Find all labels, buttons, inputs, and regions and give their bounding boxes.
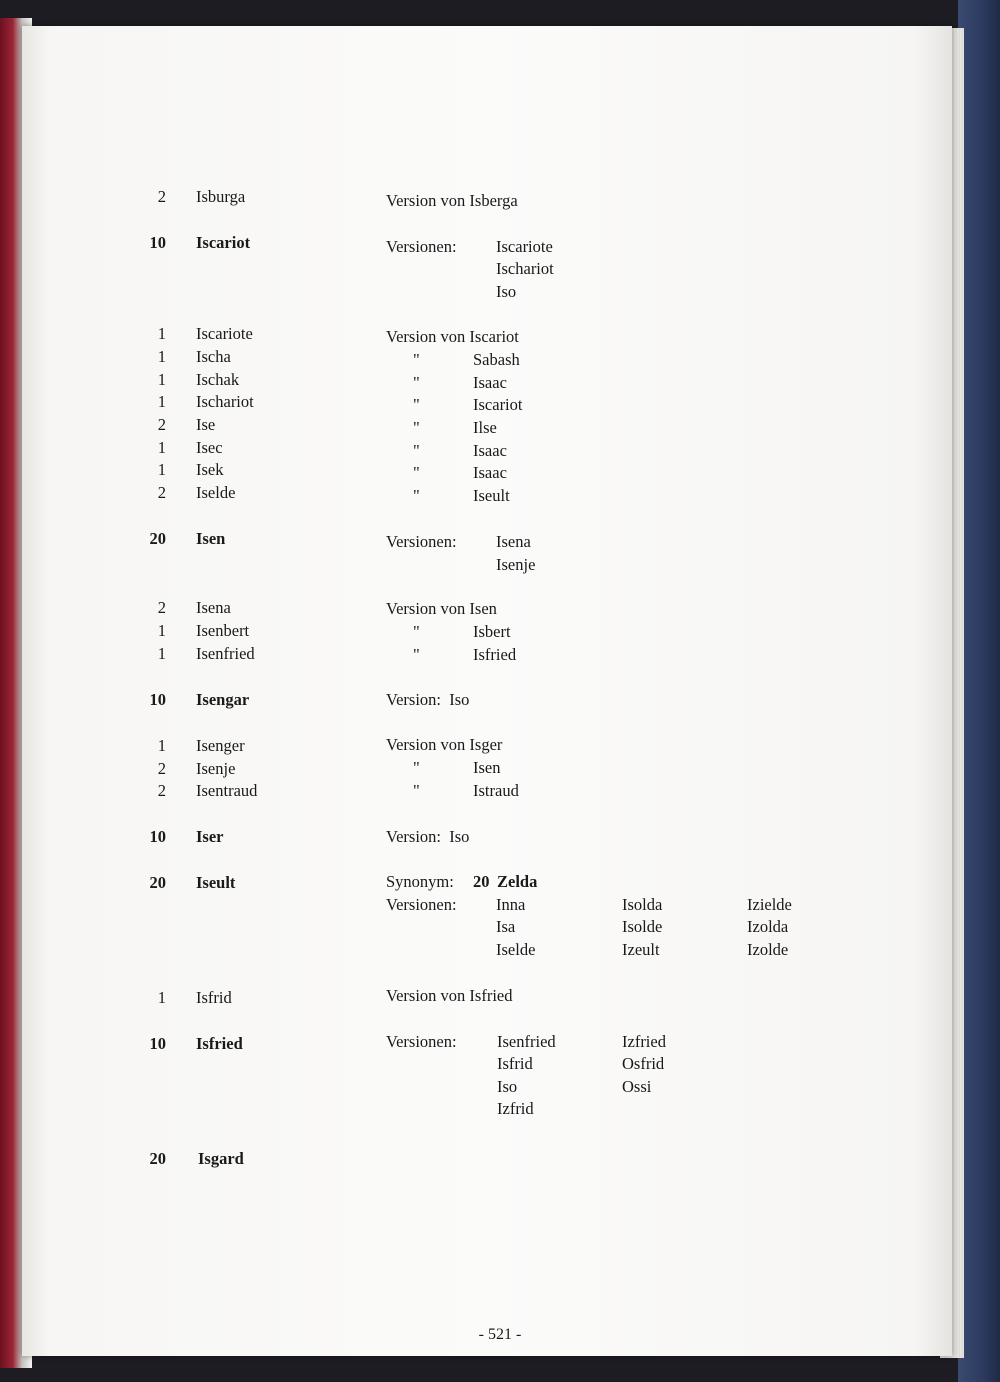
entry-name: Isenje [196, 759, 236, 778]
entry-name: Iselde [196, 483, 236, 502]
ditto-mark: " [413, 463, 420, 482]
entry-name: Isenbert [196, 621, 250, 640]
entry-rank: 1 [157, 988, 166, 1007]
entry-variant: Isa [496, 917, 516, 936]
entry-variant: Ischariot [496, 259, 554, 278]
entry-note: Version von Isger [386, 735, 503, 754]
entry-variant: Inna [496, 895, 526, 914]
entry-rank: 10 [149, 827, 166, 846]
entry-variant: Isaac [473, 373, 507, 392]
ditto-mark: " [413, 441, 420, 460]
entry-variant: Izeult [622, 940, 660, 959]
ditto-mark: " [413, 373, 420, 392]
entry-name: Isenfried [196, 644, 255, 663]
entry-label: Versionen: [386, 895, 457, 914]
entry-name: Isen [196, 529, 226, 548]
entry-label: Versionen: [386, 532, 457, 551]
entry-label: Versionen: [386, 1032, 457, 1051]
entry-note: Version von Isen [386, 599, 497, 618]
entry-rank: 1 [157, 644, 166, 663]
entry-name: Isec [196, 438, 223, 457]
ditto-mark: " [413, 395, 420, 414]
entry-variant: Iso [496, 282, 517, 301]
entry-rank: 2 [157, 415, 166, 434]
entry-name: Isena [196, 598, 231, 617]
entry-variant: Isolda [622, 895, 663, 914]
entry-rank: 1 [157, 460, 166, 479]
entry-name: Iser [196, 827, 224, 846]
entry-variant: Isenfried [497, 1032, 556, 1051]
entry-name: Isentraud [196, 781, 258, 800]
entry-variant: Ossi [622, 1077, 652, 1096]
entry-name: Ischa [196, 347, 231, 366]
entry-rank: 2 [157, 781, 166, 800]
entry-variant: Isena [496, 532, 531, 551]
entry-name: Iscariote [196, 324, 253, 343]
synonym-rank: 20 [473, 872, 490, 891]
entry-rank: 20 [149, 1149, 166, 1168]
entry-note: Version von Isberga [386, 191, 518, 210]
entry-rank: 1 [157, 736, 166, 755]
entry-note: Version von Isfried [386, 986, 513, 1005]
entry-variant: Isaac [473, 441, 507, 460]
entry-rank: 2 [157, 759, 166, 778]
entry-name: Isengar [196, 690, 250, 709]
entry-rank: 10 [149, 1034, 166, 1053]
entry-variant: Iselde [496, 940, 536, 959]
entry-rank: 20 [149, 873, 166, 892]
entry-note: Version: Iso [386, 827, 470, 846]
ditto-mark: " [413, 781, 420, 800]
entry-name: Isfried [196, 1034, 243, 1053]
entry-rank: 1 [157, 392, 166, 411]
book-cover-edge [958, 0, 1000, 1382]
entry-variant: Izfried [622, 1032, 666, 1051]
entry-rank: 1 [157, 621, 166, 640]
entry-variant: Iso [497, 1077, 518, 1096]
entry-variant: Osfrid [622, 1054, 665, 1073]
entry-variant: Sabash [473, 350, 520, 369]
entry-name: Iseult [196, 873, 236, 892]
synonym-label: Synonym: [386, 872, 454, 891]
entry-name: Isenger [196, 736, 245, 755]
ditto-mark: " [413, 350, 420, 369]
entry-name: Isfrid [196, 988, 232, 1007]
ditto-mark: " [413, 418, 420, 437]
entry-variant: Isen [473, 758, 501, 777]
page-number: - 521 - [478, 1326, 522, 1343]
synonym-name: Zelda [497, 872, 538, 891]
entry-variant: Izolde [747, 940, 789, 959]
entry-variant: Isfried [473, 645, 517, 664]
entry-rank: 2 [157, 187, 166, 206]
entry-rank: 2 [157, 483, 166, 502]
entry-note: Version: Iso [386, 690, 470, 709]
entry-variant: Isbert [473, 622, 511, 641]
entry-rank: 1 [157, 370, 166, 389]
entry-variant: Isolde [622, 917, 663, 936]
entry-rank: 1 [157, 347, 166, 366]
entry-variant: Iseult [473, 486, 510, 505]
entry-variant: Isfrid [497, 1054, 533, 1073]
entry-variant: Izolda [747, 917, 789, 936]
entry-variant: Isenje [496, 555, 536, 574]
entry-rank: 10 [149, 690, 166, 709]
entry-rank: 2 [157, 598, 166, 617]
entry-rank: 10 [149, 233, 166, 252]
entry-variant: Isaac [473, 463, 507, 482]
entry-name: Iscariot [196, 233, 251, 252]
entry-name: Isburga [196, 187, 246, 206]
entry-variant: Izielde [747, 895, 792, 914]
entry-name: Isgard [198, 1149, 244, 1168]
ditto-mark: " [413, 486, 420, 505]
entry-name: Ise [196, 415, 216, 434]
ditto-mark: " [413, 645, 420, 664]
entry-name: Isek [196, 460, 224, 479]
entry-variant: Izfrid [497, 1099, 534, 1118]
entry-name: Ischariot [196, 392, 254, 411]
entry-rank: 20 [149, 529, 166, 548]
entry-rank: 1 [157, 438, 166, 457]
entry-variant: Iscariote [496, 237, 553, 256]
ditto-mark: " [413, 622, 420, 641]
entry-note: Version von Iscariot [386, 327, 519, 346]
entry-variant: Iscariot [473, 395, 523, 414]
entry-rank: 1 [157, 324, 166, 343]
entry-variant: Ilse [473, 418, 497, 437]
entry-variant: Istraud [473, 781, 519, 800]
entry-label: Versionen: [386, 237, 457, 256]
entry-name: Ischak [196, 370, 240, 389]
ditto-mark: " [413, 758, 420, 777]
